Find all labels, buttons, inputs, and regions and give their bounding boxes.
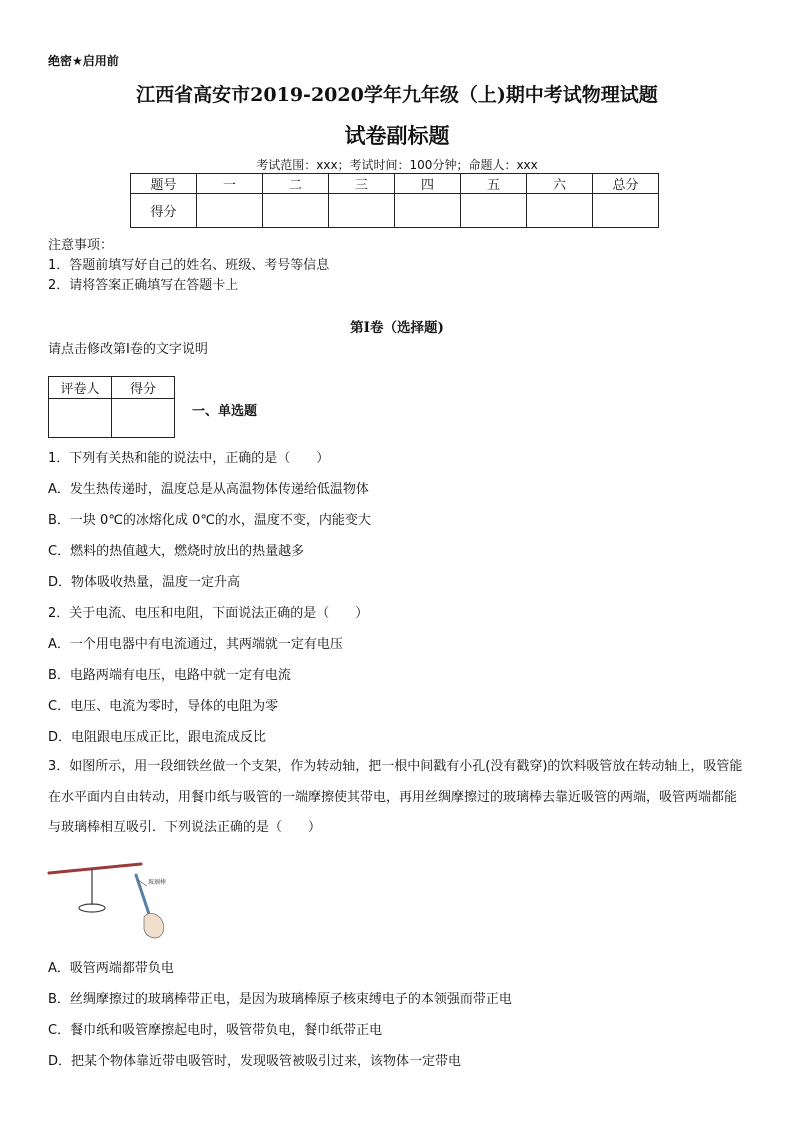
question-stem: 3．如图所示，用一段细铁丝做一个支架，作为转动轴，把一根中间戳有小孔(没有戳穿)的饮料吸管放在转动轴上，吸管能在水平面内自由转动，用餐巾纸与吸管的一端摩擦使其带电，再用丝绸摩擦过的玻璃棒去靠近吸管的两端，吸管两端都能与玻璃棒相互吸引．下列说法正确的是（ ） [48,759,743,835]
score-table [130,173,659,228]
straw-shape [49,864,141,873]
question-option[interactable]: A．发生热传递时，温度总是从高温物体传递给低温物体 [48,482,369,497]
grader-header-cell: 评卷人 [49,377,112,399]
straw-illustration [44,853,192,943]
score-cell[interactable] [461,194,527,228]
question-option[interactable]: C．餐巾纸和吸管摩擦起电时，吸管带负电，餐巾纸带正电 [48,1023,383,1038]
glass-rod-label: 玻璃棒 [148,879,167,886]
exam-subtitle: 试卷副标题 [344,123,450,148]
score-header-cell: 五 [461,174,527,194]
grader-cell[interactable] [49,399,112,438]
question-option[interactable]: D．物体吸收热量，温度一定升高 [48,575,241,590]
score-cell[interactable] [593,194,659,228]
question-stem: 1．下列有关热和能的说法中，正确的是（ ） [48,451,330,466]
grader-header-cell: 得分 [112,377,175,399]
straw-figure [44,853,192,943]
question-option[interactable]: A．吸管两端都带负电 [48,961,174,976]
score-cell[interactable] [263,194,329,228]
section-title: 一、单选题 [192,404,258,419]
question-stem: 2．关于电流、电压和电阻，下面说法正确的是（ ） [48,606,369,621]
exam-title: 江西省高安市2019-2020学年九年级（上)期中考试物理试题 [136,84,658,106]
question-option[interactable]: C．燃料的热值越大，燃烧时放出的热量越多 [48,544,305,559]
score-table-score-row [131,194,659,228]
question-option[interactable]: D．把某个物体靠近带电吸管时，发现吸管被吸引过来，该物体一定带电 [48,1054,462,1069]
notes-item: 1．答题前填写好自己的姓名、班级、考号等信息 [48,258,330,273]
grader-cell[interactable] [112,399,175,438]
grader-header-row [49,377,175,399]
volume-title: 第I卷（选择题) [350,320,444,336]
question-option[interactable]: C．电压、电流为零时，导体的电阻为零 [48,699,279,714]
grader-input-row [49,399,175,438]
notes-heading: 注意事项： [48,238,114,253]
question-option[interactable]: D．电阻跟电压成正比，跟电流成反比 [48,730,267,745]
confidential-label: 绝密★启用前 [48,54,119,68]
score-cell[interactable] [395,194,461,228]
score-header-cell: 二 [263,174,329,194]
notes-item: 2．请将答案正确填写在答题卡上 [48,278,239,293]
score-header-cell: 一 [197,174,263,194]
score-header-cell: 三 [329,174,395,194]
volume-description[interactable]: 请点击修改第I卷的文字说明 [48,342,208,357]
question-option[interactable]: A．一个用电器中有电流通过，其两端就一定有电压 [48,637,343,652]
score-header-cell: 四 [395,174,461,194]
question-option[interactable]: B．电路两端有电压，电路中就一定有电流 [48,668,291,683]
score-table-header-row [131,174,659,194]
score-header-cell: 总分 [593,174,659,194]
question-option[interactable]: B．丝绸摩擦过的玻璃棒带正电，是因为玻璃棒原子核束缚电子的本领强而带正电 [48,992,512,1007]
score-header-cell: 六 [527,174,593,194]
exam-info: 考试范围：xxx；考试时间：100分钟；命题人：xxx [256,158,538,172]
score-cell[interactable] [329,194,395,228]
stand-base-shape [79,904,105,912]
score-row-label: 得分 [131,194,197,228]
question-option[interactable]: B．一块 0℃的冰熔化成 0℃的水，温度不变，内能变大 [48,513,371,528]
score-cell[interactable] [527,194,593,228]
score-cell[interactable] [197,194,263,228]
hand-shape [144,913,164,938]
grader-table [48,376,175,438]
score-header-cell: 题号 [131,174,197,194]
